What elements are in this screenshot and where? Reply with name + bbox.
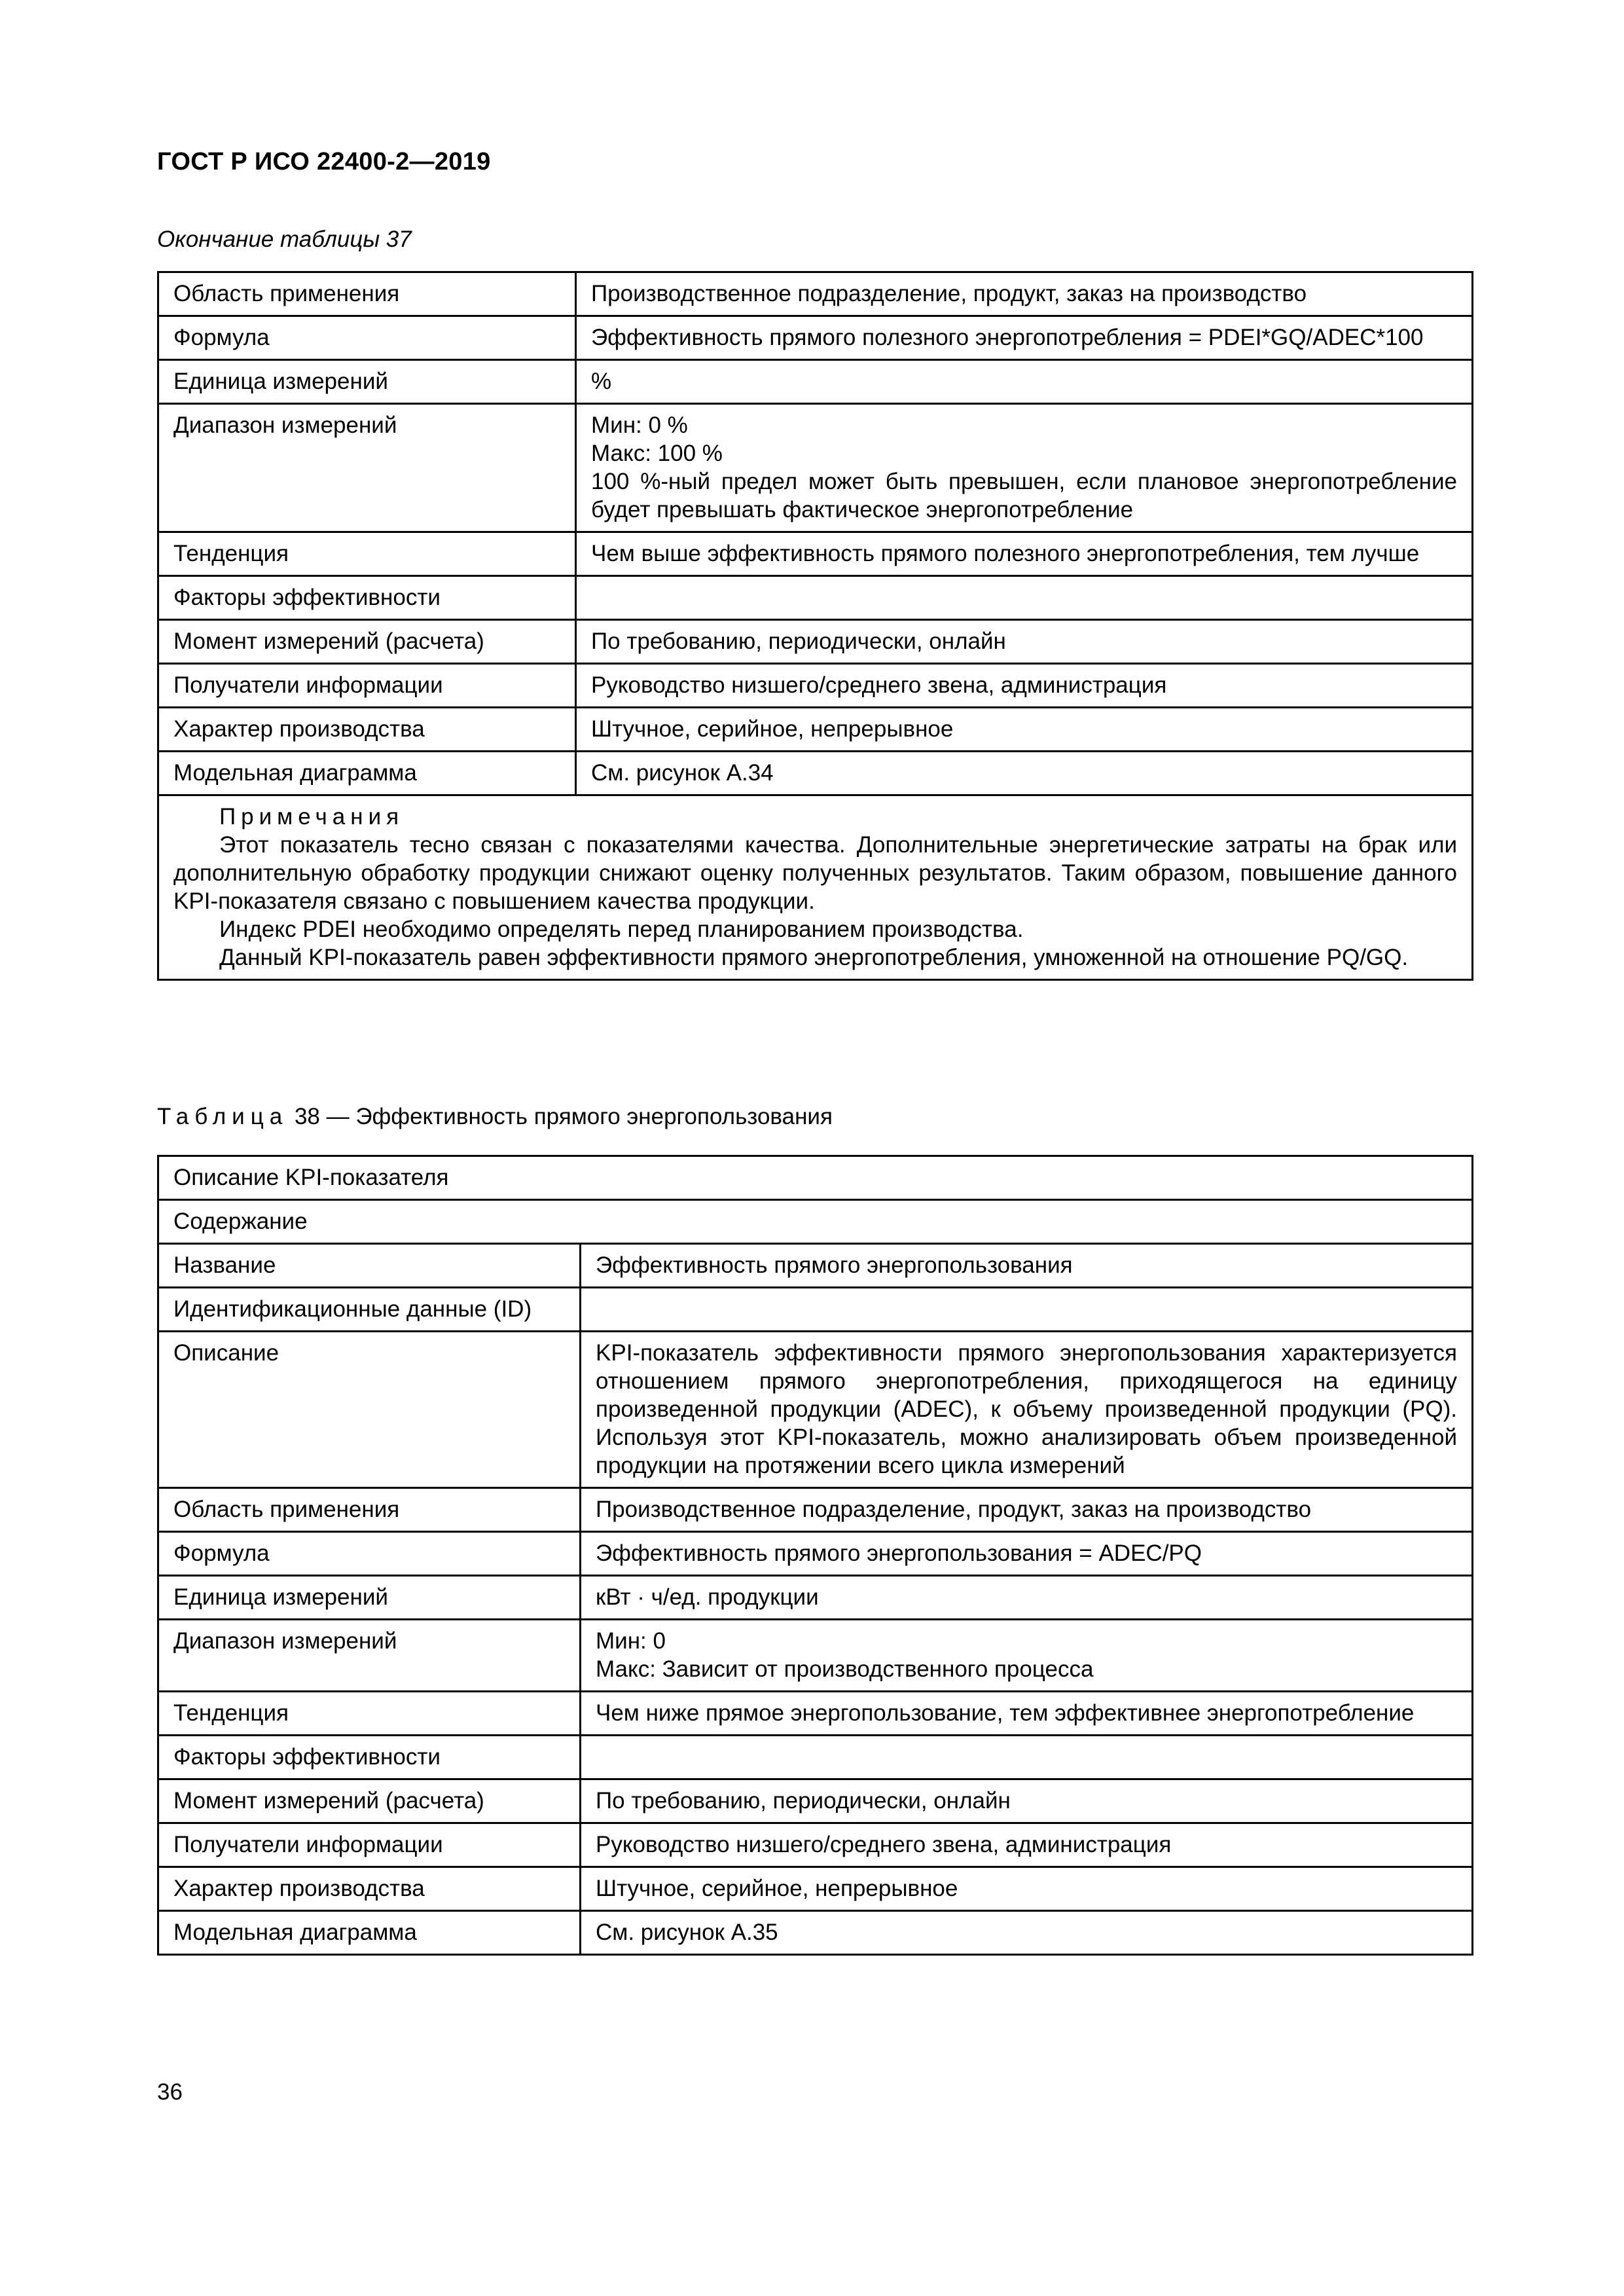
table-37-body bbox=[158, 272, 1473, 795]
row-value: кВт · ч/ед. продукции bbox=[581, 1576, 1473, 1620]
table-row bbox=[158, 708, 1473, 752]
table-row bbox=[158, 752, 1473, 795]
row-value: Чем ниже прямое энергопользование, тем эффективнее энергопотребление bbox=[581, 1692, 1473, 1736]
row-label: Идентификационные данные (ID) bbox=[158, 1288, 581, 1332]
row-value: См. рисунок А.35 bbox=[581, 1911, 1473, 1955]
table-37 bbox=[157, 271, 1473, 981]
table-row bbox=[158, 316, 1473, 360]
note-paragraph: Этот показатель тесно связан с показателями качества. Дополнительные энергетические затраты на брак или дополнительную обработку продукции снижают оценку полученных результатов. Таким образом, повышение данного KPI-показателя связано с повышением качества продукции. bbox=[173, 832, 1457, 914]
row-label: Модельная диаграмма bbox=[158, 1911, 581, 1955]
row-value: Эффективность прямого полезного энергопотребления = PDEI*GQ/ADEC*100 bbox=[576, 316, 1473, 360]
table-row bbox=[158, 360, 1473, 404]
row-value: Эффективность прямого энергопользования bbox=[581, 1244, 1473, 1288]
table-row bbox=[158, 1779, 1473, 1823]
row-label: Единица измерений bbox=[158, 1576, 581, 1620]
table-row bbox=[158, 664, 1473, 708]
table-row bbox=[158, 1576, 1473, 1620]
table-row bbox=[158, 1532, 1473, 1576]
row-label: Модельная диаграмма bbox=[158, 752, 576, 795]
row-value: См. рисунок А.34 bbox=[576, 752, 1473, 795]
row-label: Характер производства bbox=[158, 708, 576, 752]
row-label: Факторы эффективности bbox=[158, 576, 576, 620]
table-37-notes bbox=[158, 795, 1473, 980]
row-label: Формула bbox=[158, 316, 576, 360]
value-line: Мин: 0 % bbox=[591, 412, 688, 438]
row-label: Тенденция bbox=[158, 532, 576, 576]
table-row bbox=[158, 532, 1473, 576]
value-line: Мин: 0 bbox=[596, 1628, 666, 1654]
table-row bbox=[158, 1244, 1473, 1288]
table-row bbox=[158, 1332, 1473, 1488]
row-value: KPI-показатель эффективности прямого энергопользования характеризуется отношением прямого энергопотребления, приходящегося на единицу произведенной продукции (ADEC), к объему произведенной продукции (PQ). Используя этот KPI-показатель, можно анализировать объем произведенной продукции на протяжении всего цикла измерений bbox=[581, 1332, 1473, 1488]
table-row bbox=[158, 1867, 1473, 1911]
row-label: Формула bbox=[158, 1532, 581, 1576]
table-row bbox=[158, 1692, 1473, 1736]
row-value: По требованию, периодически, онлайн bbox=[576, 620, 1473, 664]
note-paragraph: Данный KPI-показатель равен эффективности прямого энергопотребления, умноженной на отношение PQ/GQ. bbox=[219, 945, 1409, 970]
row-label: Факторы эффективности bbox=[158, 1736, 581, 1779]
table-38-body bbox=[158, 1156, 1473, 1955]
row-value: Руководство низшего/среднего звена, администрация bbox=[576, 664, 1473, 708]
table-38-header-row bbox=[158, 1156, 1473, 1200]
row-value bbox=[576, 576, 1473, 620]
table-38-caption-prefix: Таблица bbox=[157, 1104, 289, 1129]
table-header-cell: Содержание bbox=[158, 1200, 1473, 1244]
value-line: 100 %-ный предел может быть превышен, если плановое энергопотребление будет превышать фактическое энергопотребление bbox=[591, 469, 1457, 522]
table-header-cell: Описание KPI-показателя bbox=[158, 1156, 1473, 1200]
table-38-caption-title: 38 — Эффективность прямого энергопользования bbox=[294, 1104, 833, 1129]
row-value bbox=[581, 1736, 1473, 1779]
row-value: Чем выше эффективность прямого полезного энергопотребления, тем лучше bbox=[576, 532, 1473, 576]
row-label: Область применения bbox=[158, 272, 576, 316]
row-value bbox=[581, 1288, 1473, 1332]
row-label: Название bbox=[158, 1244, 581, 1288]
table-row bbox=[158, 1620, 1473, 1692]
table-37-notes-body bbox=[158, 795, 1473, 980]
value-line: Макс: 100 % bbox=[591, 441, 723, 466]
table-row bbox=[158, 1736, 1473, 1779]
table-row bbox=[158, 1288, 1473, 1332]
table-row bbox=[158, 576, 1473, 620]
row-label: Единица измерений bbox=[158, 360, 576, 404]
row-label: Тенденция bbox=[158, 1692, 581, 1736]
table-37-caption: Окончание таблицы 37 bbox=[157, 227, 412, 252]
table-row bbox=[158, 1488, 1473, 1532]
table-38-header-row bbox=[158, 1200, 1473, 1244]
row-value: Руководство низшего/среднего звена, администрация bbox=[581, 1823, 1473, 1867]
row-label: Характер производства bbox=[158, 1867, 581, 1911]
row-value: Производственное подразделение, продукт, заказ на производство bbox=[576, 272, 1473, 316]
table-38-caption bbox=[157, 1104, 833, 1130]
row-value bbox=[581, 1620, 1473, 1692]
row-value: Штучное, серийное, непрерывное bbox=[581, 1867, 1473, 1911]
table-row bbox=[158, 1823, 1473, 1867]
row-label: Получатели информации bbox=[158, 664, 576, 708]
table-row bbox=[158, 1911, 1473, 1955]
table-row bbox=[158, 272, 1473, 316]
row-label: Описание bbox=[158, 1332, 581, 1488]
value-line: Макс: Зависит от производственного процесса bbox=[596, 1656, 1094, 1682]
table-38 bbox=[157, 1155, 1473, 1956]
table-37-notes-row bbox=[158, 795, 1473, 980]
row-value: По требованию, периодически, онлайн bbox=[581, 1779, 1473, 1823]
table-row bbox=[158, 620, 1473, 664]
row-label: Момент измерений (расчета) bbox=[158, 1779, 581, 1823]
page-number: 36 bbox=[157, 2079, 183, 2105]
row-label: Получатели информации bbox=[158, 1823, 581, 1867]
row-value: % bbox=[576, 360, 1473, 404]
table-row bbox=[158, 404, 1473, 532]
row-value: Штучное, серийное, непрерывное bbox=[576, 708, 1473, 752]
row-value: Производственное подразделение, продукт, заказ на производство bbox=[581, 1488, 1473, 1532]
row-label: Область применения bbox=[158, 1488, 581, 1532]
row-label: Диапазон измерений bbox=[158, 1620, 581, 1692]
row-value bbox=[576, 404, 1473, 532]
row-value: Эффективность прямого энергопользования = ADEC/PQ bbox=[581, 1532, 1473, 1576]
row-label: Момент измерений (расчета) bbox=[158, 620, 576, 664]
note-paragraph: Индекс PDEI необходимо определять перед планированием производства. bbox=[219, 917, 1024, 942]
document-header: ГОСТ Р ИСО 22400-2—2019 bbox=[157, 148, 491, 175]
row-label: Диапазон измерений bbox=[158, 404, 576, 532]
notes-title: Примечания bbox=[219, 804, 405, 829]
